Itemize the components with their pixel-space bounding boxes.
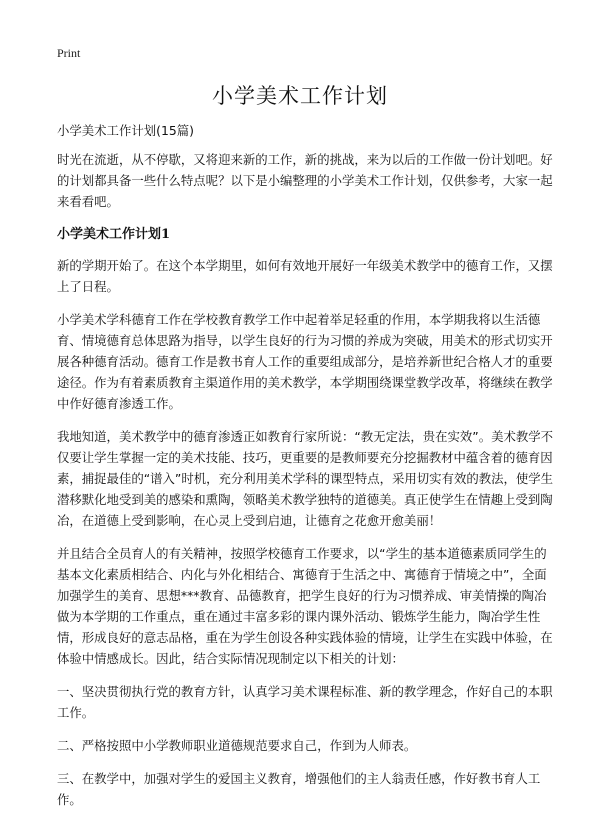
section-heading: 小学美术工作计划1	[57, 227, 171, 242]
page-title: 小学美术工作计划	[212, 84, 388, 108]
intro-paragraph: 时光在流逝，从不停歇，又将迎来新的工作，新的挑战，来为以后的工作做一份计划吧。好的计划都具备一些什么特点呢？以下是小编整理的小学美术工作计划，仅供参考，大家一起来看看吧。	[57, 152, 553, 209]
list-item: 二、严格按照中小学教师职业道德规范要求自己，作到为人师表。	[57, 738, 417, 753]
paragraph: 新的学期开始了。在这个本学期里，如何有效地开展好一年级美术教学中的德育工作，又摆上了日程。	[57, 258, 553, 294]
paragraph: 小学美术学科德育工作在学校教育教学工作中起着举足轻重的作用，本学期我将以生活德育、情境德育总体思路为指导，以学生良好的行为习惯的养成为突破，用美术的形式切实开展各种德育活动。德育工作是教书育人工作的重要组成部分，是培养新世纪合格人才的重要途径。作为有着素质教育主渠道作用的美术教学，本学期围绕课堂教学改革，将继续在教学中作好德育渗透工作。	[57, 312, 553, 411]
paragraph: 并且结合全员育人的有关精神，按照学校德育工作要求，以“学生的基本道德素质同学生的基本文化素质相结合、内化与外化相结合、寓德育于生活之中、寓德育于情境之中”，全面加强学生的美育、思想***教育、品德教育，把学生良好的行为习惯养成、审美情操的陶冶做为本学期的工作重点，重在通过丰富多彩的课内课外活动、锻炼学生能力，陶冶学生性情，形成良好的意志品格，重在为学生创设各种实践体验的情境，让学生在实践中体验，在体验中情感成长。因此，结合实际情况现制定以下相关的计划：	[57, 546, 553, 666]
list-item: 一、坚决贯彻执行党的教育方针，认真学习美术课程标准、新的教学理念，作好自己的本职工作。	[57, 684, 553, 720]
list-item: 三、在教学中，加强对学生的爱国主义教育，增强他们的主人翁责任感，作好教书育人工作。	[57, 771, 541, 807]
article-body	[57, 120, 557, 822]
paragraph: 我地知道，美术教学中的德育渗透正如教育行家所说：“教无定法，贵在实效”。美术教学不仅要让学生掌握一定的美术技能、技巧，更重要的是教师要充分挖掘教材中蕴含着的德育因素，捕捉最佳的“谱入”时机，充分利用美术学科的课型特点，采用切实有效的教法，使学生潜移默化地受到美的感染和熏陶，领略美术教学独特的道德美。真正使学生在情趣上受到陶冶，在道德上受到影响，在心灵上受到启迪，让德育之花愈开愈美丽！	[57, 429, 554, 528]
print-link[interactable]: Print	[57, 46, 81, 60]
article-subtitle: 小学美术工作计划(15篇)	[57, 123, 194, 138]
